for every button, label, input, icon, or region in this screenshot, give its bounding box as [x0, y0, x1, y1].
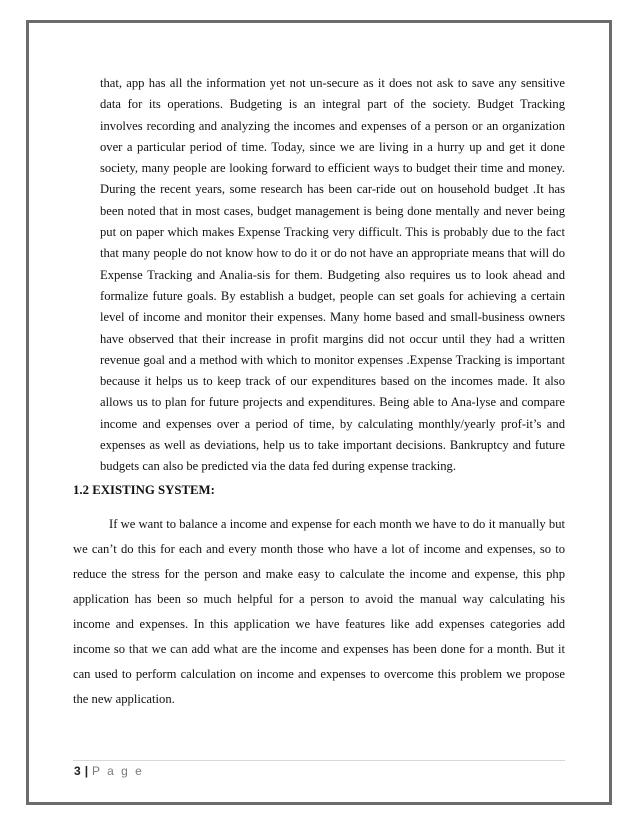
page-content — [73, 73, 565, 712]
footer-divider — [73, 760, 565, 761]
body-paragraph-1: that, app has all the information yet not un-secure as it does not ask to save any sensitive data for its operations. Budgeting is an integral part of the society. Budget Tracking involves recording and analyzing the incomes and expenses of a person or an organization over a particular period of time. Today, since we are living in a hurry up and get it done society, many people are looking forward to efficient ways to budget their time and money. During the recent years, some research has been car-ride out on household budget .It has been noted that in most cases, budget management is being done mentally and never being put on paper which makes Expense Tracking very difficult. This is probably due to the fact that many people do not know how to do it or do not have an appropriate means that will do Expense Tracking and Analia-sis for them. Budgeting also requires us to look ahead and formalize future goals. By establish a budget, people can set goals for achieving a certain level of income and monitor their expenses. Many home based and small-business owners have observed that their increase in profit margins did not occur until they had a written revenue goal and a method with which to monitor expenses .Expense Tracking is important because it helps us to keep track of our expenditures based on the incomes made. It also allows us to plan for future projects and expenditures. Being able to Ana-lyse and compare income and expenses over a period of time, by calculating monthly/yearly prof-it’s and expenses as well as deviations, help us to take important decisions. Bankruptcy and future budgets can also be predicted via the data fed during expense tracking. — [100, 76, 565, 474]
page-label: P a g e — [92, 764, 144, 778]
page-number: 3 — [74, 764, 81, 778]
footer-separator: | — [84, 764, 89, 778]
body-paragraph-2: If we want to balance a income and expense for each month we have to do it manually but we can’t do this for each and every month those who have a lot of income and expenses, so to reduce the stress for the person and make easy to calculate the income and expense, this php application has been so much helpful for a person to avoid the manual way calculating his income and expenses. In this application we have features like add expenses categories add income so that we can add what are the income and expenses has been done for a month. But it can used to perform calculation on income and expenses to overcome this problem we propose the new application. — [73, 516, 565, 706]
section-heading: 1.2 EXISTING SYSTEM: — [73, 482, 215, 497]
page-footer — [74, 764, 144, 778]
